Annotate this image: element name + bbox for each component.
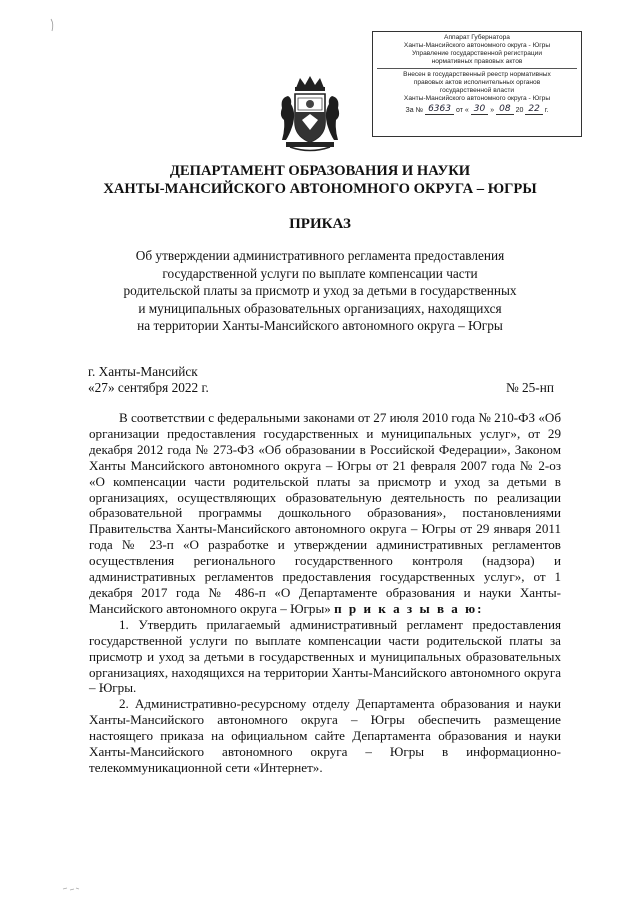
preamble-paragraph	[89, 410, 561, 617]
stamp-line: Ханты-Мансийского автономного округа - Югры	[403, 42, 551, 49]
stamp-line: нормативных правовых актов	[431, 58, 523, 65]
order-item-1: 1. Утвердить прилагаемый административный регламент предоставления государственной услуги по выплате компенсации части родительской платы за присмотр и уход за детьми в государственных и муниципальных образовательных организациях, находящихся на территории Ханты-Мансийского автономного округа – Югры.	[89, 616, 561, 696]
subject-line: и муниципальных образовательных организациях, находящихся	[138, 300, 502, 316]
coat-of-arms-icon	[276, 74, 344, 154]
order-number: № 25-нп	[506, 380, 554, 395]
reg-year: 22	[525, 105, 542, 115]
reg-day: 30	[471, 105, 488, 115]
order-city: г. Ханты-Мансийск	[88, 364, 198, 379]
order-body	[89, 410, 561, 776]
preamble-text: В соответствии с федеральными законами от 27 июля 2010 года № 210-ФЗ «Об организации предоставления государственных и муниципальных услуг», от 29 декабря 2012 года № 273-ФЗ «Об образовании в Российской Федерации», Законом Ханты Мансийского автономного округа – Югры от 21 февраля 2007 года № 2-оз «О компенсации части родительской платы за присмотр и уход за детьми в организациях, осуществляющих образовательную деятельность по реализации образовательной программы дошкольного образования», постановлениями Правительства Ханты-Мансийского автономного округа – Югры от 29 января 2011 года № 23-п «О разработке и утверждении административных регламентов осуществления регионального государственного контроля (надзора) и административных регламентов предоставления государственных услуг», от 1 декабря 2017 года № 486-п «О Департаменте образования и науки Ханты-Мансийского автономного округа – Югры»	[89, 410, 561, 616]
stamp-registration-line	[377, 105, 577, 115]
order-title: ПРИКАЗ	[289, 216, 351, 232]
stamp-line: Аппарат Губернатора	[444, 34, 510, 41]
scan-artifact-mark	[48, 18, 58, 32]
dept-line: ДЕПАРТАМЕНТ ОБРАЗОВАНИЯ И НАУКИ	[169, 163, 471, 179]
stamp-divider	[377, 68, 577, 69]
reg-number: 6363	[425, 105, 454, 115]
order-word: п р и к а з ы в а ю:	[334, 600, 484, 616]
subject-line: родительской платы за присмотр и уход за детьми в государственных	[123, 283, 517, 298]
subject-line: Об утверждении административного регламента предоставления	[135, 248, 505, 263]
order-date: «27» сентября 2022 г.	[88, 380, 209, 395]
stamp-line: Ханты-Мансийского автономного округа - Югры	[403, 95, 551, 102]
registration-stamp	[372, 31, 582, 137]
scan-artifact-mark	[62, 886, 80, 892]
reg-prefix: За №	[405, 107, 424, 114]
reg-year-prefix: 20	[515, 107, 524, 114]
reg-month: 08	[496, 105, 513, 115]
department-header	[70, 162, 570, 198]
subject-line: государственной услуги по выплате компенсации части	[162, 265, 478, 281]
dept-line: ХАНТЫ-МАНСИЙСКОГО АВТОНОМНОГО ОКРУГА – ЮГРЫ	[103, 181, 537, 197]
reg-suffix: г.	[544, 107, 549, 114]
reg-mid: »	[490, 107, 495, 114]
stamp-line: Внесен в государственный реестр нормативных	[403, 71, 551, 78]
order-item-2: 2. Административно-ресурсному отделу Департамента образования и науки Ханты-Мансийского автономного округа – Югры обеспечить размещение настоящего приказа на официальном сайте Департамента образования и науки Ханты-Мансийского автономного округа – Югры в информационно-телекоммуникационной сети «Интернет».	[89, 696, 561, 775]
reg-from: от «	[455, 107, 469, 114]
subject-line: на территории Ханты-Мансийского автономного округа – Югры	[137, 318, 503, 333]
stamp-line: правовых актов исполнительных органов	[413, 79, 541, 86]
stamp-line: государственной власти	[439, 87, 515, 94]
order-subject	[80, 247, 560, 335]
stamp-line: Управление государственной регистрации	[411, 50, 543, 57]
